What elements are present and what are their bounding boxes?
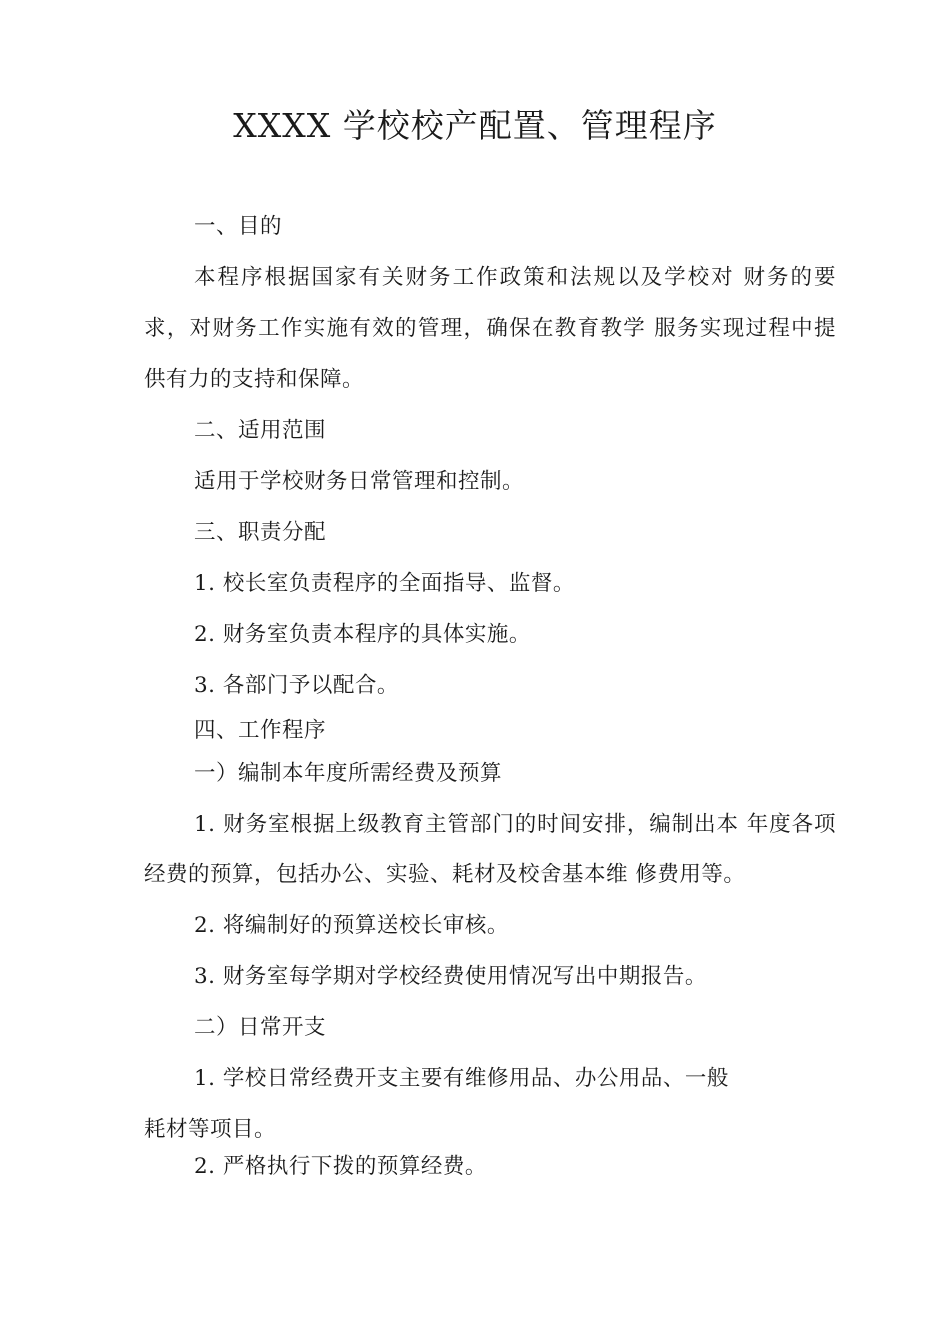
- paragraph-line: 适用于学校财务日常管理和控制。: [194, 469, 525, 494]
- section-heading-procedure: 四、工作程序: [194, 718, 327, 743]
- paragraph-line: 经费的预算，包括办公、实验、耗材及校舍基本维 修费用等。: [144, 862, 746, 887]
- list-item: 3. 各部门予以配合。: [194, 673, 399, 698]
- paragraph-line: 求，对财务工作实施有效的管理，确保在教育教学 服务实现过程中提: [144, 316, 836, 341]
- paragraph-line: 耗材等项目。: [144, 1117, 277, 1142]
- section-heading-purpose: 一、目的: [194, 214, 283, 239]
- section-heading-scope: 二、适用范围: [194, 418, 327, 443]
- list-item: 3. 财务室每学期对学校经费使用情况写出中期报告。: [194, 964, 707, 989]
- list-item: 1. 校长室负责程序的全面指导、监督。: [194, 571, 575, 596]
- document-title: XXXX 学校校产配置、管理程序: [233, 106, 717, 145]
- list-item: 2. 财务室负责本程序的具体实施。: [194, 622, 531, 647]
- section-heading-responsibilities: 三、职责分配: [194, 520, 327, 545]
- list-item: 2. 严格执行下拨的预算经费。: [194, 1154, 487, 1179]
- list-item: 1. 学校日常经费开支主要有维修用品、办公用品、一般: [194, 1066, 729, 1091]
- subsection-heading-daily-expenses: 二）日常开支: [194, 1015, 327, 1040]
- subsection-heading-budget: 一）编制本年度所需经费及预算: [194, 761, 503, 786]
- paragraph-line: 供有力的支持和保障。: [144, 367, 365, 392]
- list-item: 1. 财务室根据上级教育主管部门的时间安排，编制出本 年度各项: [194, 812, 836, 837]
- list-item: 2. 将编制好的预算送校长审核。: [194, 913, 509, 938]
- paragraph-line: 本程序根据国家有关财务工作政策和法规以及学校对 财务的要: [194, 265, 836, 290]
